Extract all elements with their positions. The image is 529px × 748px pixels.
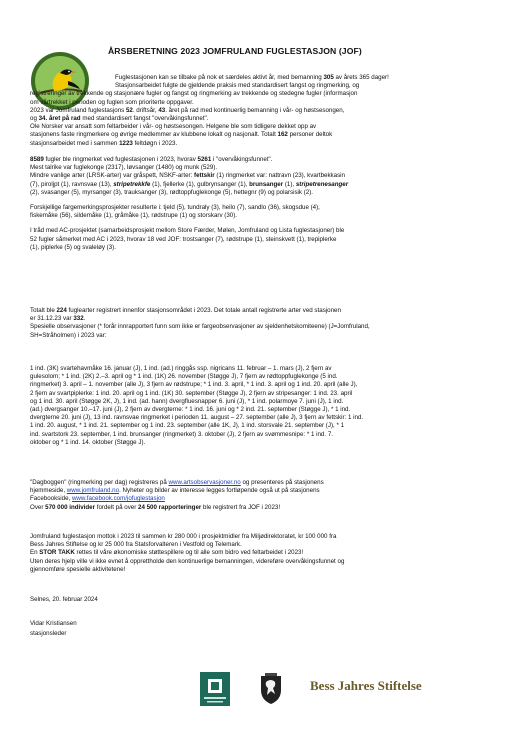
intro-line: stasjonsarbeidet med i sammen 1223 feltdøgn i 2023. (30, 139, 178, 147)
intro-line: Fuglestasjonen kan se tilbake på nok et særdeles aktivt år, med bemanning 305 av årets 365 dager! (115, 74, 389, 81)
sponsor-logos (200, 672, 500, 712)
rarity-line: 2 fjern av svartpiplerke: 1 ind. 20. april og 1 ind. (1K) 30. september (Støgge J), 2 fjern av stripesanger: 1 ind. 23. april (30, 389, 353, 397)
facebook-link[interactable]: www.facebook.com/jofuglestasjon (71, 495, 165, 503)
jomfruland-link[interactable]: www.jomfruland.no (66, 487, 120, 495)
web-line: "Dagboggen" (ringmerking per dag) registreres på www.artsobservasjoner.no og presenteres på stasjonens (30, 479, 324, 486)
funding-line: gjennomføre spesielle aktivitetene! (30, 565, 126, 573)
web-section (30, 479, 500, 512)
rarity-line: og 1 ind. 30. april (Støgge 2K, J), 1 ind. (ad. hann) dvergfluesnapper 6. juni (J), * 1 ind. polarmoye 7. juni (J), 1 ind. (30, 397, 344, 405)
ringing-line: 52 fugler såmerket med AC i 2023, hvorav 18 ved JOF: trostsanger (7), rødstrupe (1), steinskvett (1), trepiplerke (30, 235, 337, 243)
ringing-line: Mindre vanlige arter (LRSK-arter) var gråspett, NSKF-arter: fettskir (1) ringmerket var: nattravn (23), kvartbekkasin (30, 172, 345, 180)
ringing-line: Forskjellige fargemerkingsprosjekter resulterte i: tjeld (5), tundraly (3), heilo (7), sandlo (36), skogsdue (4), (30, 204, 320, 212)
ringing-section (30, 156, 500, 252)
rarity-line: 1 ind. 20. august, * 1 ind. 21. september og 1 ind. 23. september (alle 1K, J), 1 ind. storsvale 21. september (J), * 1 (30, 422, 345, 430)
signer-name: Vidar Kristiansen (30, 620, 77, 627)
intro-line: 2023 var Jomfruland fuglestasjons 52. driftsår, 43. året på rad med kontinuerlig bemanning i vår- og høstsesongen, (30, 106, 345, 114)
ringing-line: (7), piroljpt (1), ravnsvae (13), stripetrekkfe (1), fjellerke (1), gulbrynsanger (1), brunsanger (1), stripetrenesanger (30, 180, 349, 188)
place-date: Selnes, 20. februar 2024 (30, 596, 98, 603)
rarity-line: (ad.) dvergsanger 10.–17. juni (J), 2 fjern av dvergterne: * 1 ind. 16. juni og * 2 ind. 21. september (Støgge J), * 1 ind. (30, 406, 351, 414)
rarity-line: gulesolom; * 1 ind. (2K) 2.–3. april og * 1 ind. (1K) 26. november (Støgge J), 7 fjern av rødtoppfuglekonge (5 ind. (30, 373, 338, 381)
species-line: SH=Stråholmen) i 2023 var: (30, 331, 107, 339)
intro-line: Stasjonsarbeidet fulgte de gjeldende praksis med standardisert fangst og ringmerking, og (115, 82, 360, 90)
intro-line: om vårtrekket i perioden og fuglen som prioriterte oppgaver. (30, 98, 194, 106)
species-line: Totalt ble 224 fuglearter registrert innenfor stasjonsområdet i 2023. Det totale antall registrerte arter ved stasjonen (30, 307, 341, 314)
species-line: er 31.12.23 var 332. (30, 315, 86, 323)
ringing-line: fiskemåke (56), sildemåke (1), gråmåke (1), rødstrupe (1) og storskarv (30). (30, 212, 238, 220)
species-line: Spesielle observasjoner (* forår innrapportert funn som ikke er fargeobservasjoner av sjeldenhetskomiteene) (J=Jomfruland, (30, 323, 370, 331)
bess-jahres-stiftelse-logo: Bess Jahres Stiftelse (310, 678, 422, 693)
ringing-line: I tråd med AC-prosjektet (samarbeidsprosjekt mellom Store Færder, Mølen, Jomfruland og Lista fuglestasjoner) ble (30, 227, 345, 235)
funding-line: Bess Jahres Stiftelse og kr 25 000 fra Statsforvalteren i Vestfold og Telemark. (30, 541, 242, 549)
rarity-line: ind. svartstork 23. september, 1 ind. brunsanger (ringmerket) 3. oktober (J), 2 fjern av svømmesnipe: * 1 ind. 7. (30, 430, 333, 438)
intro-line: stasjonens faste ringmerkere og øvrige medlemmer av klubbene lokalt og nasjonalt. Totalt 162 personer deltok (30, 131, 333, 139)
miljodirektoratet-logo (200, 672, 230, 706)
funding-line: Uten deres hjelp ville vi ikke evnet å opprettholde den kontinuerlige bemanningen, videreføre overvåkingsfunnet og (30, 557, 345, 565)
rarities-section (30, 365, 500, 447)
rarity-line: ringmerket) 3. april – 1. november (alle J), 3 fjern av rødstrupe; * 1 ind. 3. april, * 1 ind. 3. april og 1 ind. 20. april (alle J), (30, 381, 358, 389)
signer-role: stasjonsleder (30, 630, 67, 637)
funding-line: Jomfruland fuglestasjon mottok i 2023 til sammen kr 280 000 i prosjektmidler fra Miljødirektoratet, kr 100 000 fra (30, 533, 337, 540)
species-section (30, 307, 500, 340)
ringing-line: 8589 fugler ble ringmerket ved fuglestasjonen i 2023, hvorav 5261 i "overvåkingsfunnet". (30, 156, 273, 163)
rarity-line: oktober og * 1 ind. 14. oktober (Støgge J). (30, 438, 146, 446)
intro-section (30, 74, 500, 148)
rarity-line: 1 ind. (3K) svartehavmåke 16. januar (J), 1 ind. (ad.) ringgås ssp. nigricans 11. februar – 1. mars (J), 2 fjern av (30, 365, 332, 372)
funding-section (30, 533, 500, 574)
web-line: Facebookside, www.facebook.com/jofuglestasjon (30, 495, 165, 503)
ringing-line: Mest talrike var fuglekonge (2317), løvsanger (1480) og munk (529). (30, 164, 218, 172)
ringing-line: (1), piplerke (5) og svaleløy (3). (30, 243, 116, 251)
funding-line: En STOR TAKK rettes til våre økonomiske støttespillere og til alle som bidro ved feltarbeidet i 2023! (30, 549, 304, 557)
intro-line: Ole Norsker var ansatt som feltarbeider i vår- og høstsesongen. Helgene ble som tidligere dekket opp av (30, 123, 317, 131)
intro-line: registreringer av trekkende og stasjonære fugler og fangst og ringmerking av trekkende og stedegne fugler (informasjon (30, 90, 358, 98)
page-title: ÅRSBERETNING 2023 JOMFRULAND FUGLESTASJON (JOF) (108, 46, 362, 56)
ringing-line: (2), svasanger (5), myrsanger (3), trauksanger (3), rødtoppfuglekonge (5), hettegnr (9) og polarsisik (2). (30, 188, 314, 196)
artsobservasjoner-link[interactable]: www.artsobservasjoner.no (168, 479, 241, 486)
intro-line: og 34. året på rad med standardisert fangst "overvåkingsfunnet". (30, 115, 209, 123)
web-line: Over 570 000 individer fordelt på over 24 500 rapporteringer ble registrert fra JOF i 2023! (30, 503, 281, 511)
coat-of-arms-lion-logo (258, 672, 284, 706)
rarity-line: dvergterne 20. juni (J), 13 ind. ravnsvae ringmerket i perioden 11. august – 27. september (alle J), 3 fjern av fettskir: 1 ind. (30, 414, 364, 422)
web-line: hjemmeside, www.jomfruland.no. Nyheter og bilder av interesse legges fortløpende også ut på stasjonens (30, 487, 320, 495)
